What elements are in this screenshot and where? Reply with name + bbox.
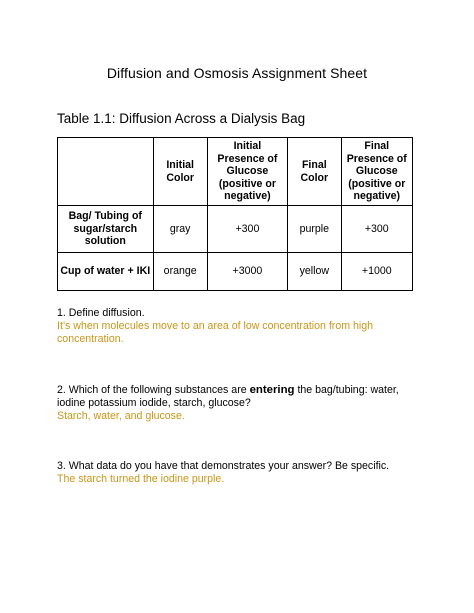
question-2-text-after: the bag/tubing: water, iodine potassium iodide, starch, glucose? <box>57 384 399 409</box>
question-2-block <box>57 384 427 423</box>
cell-initial-color: gray <box>153 206 207 253</box>
question-1-block <box>57 307 427 346</box>
cell-initial-color: orange <box>153 253 207 291</box>
cell-final-color: yellow <box>288 253 341 291</box>
header-empty <box>58 138 154 206</box>
diffusion-table <box>57 137 413 291</box>
question-3-answer: The starch turned the iodine purple. <box>57 473 225 485</box>
cell-initial-glucose: +300 <box>207 206 287 253</box>
question-3-text: 3. What data do you have that demonstrates your answer? Be specific. <box>57 460 390 472</box>
question-2-emphasis: entering <box>249 384 295 396</box>
question-1-text: 1. Define diffusion. <box>57 307 145 319</box>
header-final-glucose: Final Presence of Glucose (positive or negative) <box>341 138 412 206</box>
question-2-text <box>57 384 427 410</box>
table-caption: Table 1.1: Diffusion Across a Dialysis Bag <box>57 111 306 126</box>
page-title: Diffusion and Osmosis Assignment Sheet <box>106 65 368 81</box>
table-row <box>58 253 413 291</box>
row-label: Bag/ Tubing of sugar/starch solution <box>58 206 154 253</box>
question-3-block <box>57 460 427 486</box>
header-initial-color: Initial Color <box>153 138 207 206</box>
question-2-answer: Starch, water, and glucose. <box>57 410 185 422</box>
cell-final-glucose: +300 <box>341 206 412 253</box>
table-row <box>58 206 413 253</box>
question-2-text-before: 2. Which of the following substances are <box>57 384 250 396</box>
cell-final-color: purple <box>288 206 341 253</box>
header-initial-glucose: Initial Presence of Glucose (positive or negative) <box>207 138 287 206</box>
header-final-color: Final Color <box>288 138 341 206</box>
cell-final-glucose: +1000 <box>341 253 412 291</box>
cell-initial-glucose: +3000 <box>207 253 287 291</box>
row-label: Cup of water + IKI <box>58 253 154 291</box>
question-1-answer: It’s when molecules move to an area of low concentration from high concentration. <box>57 320 374 345</box>
table-header-row <box>58 138 413 206</box>
